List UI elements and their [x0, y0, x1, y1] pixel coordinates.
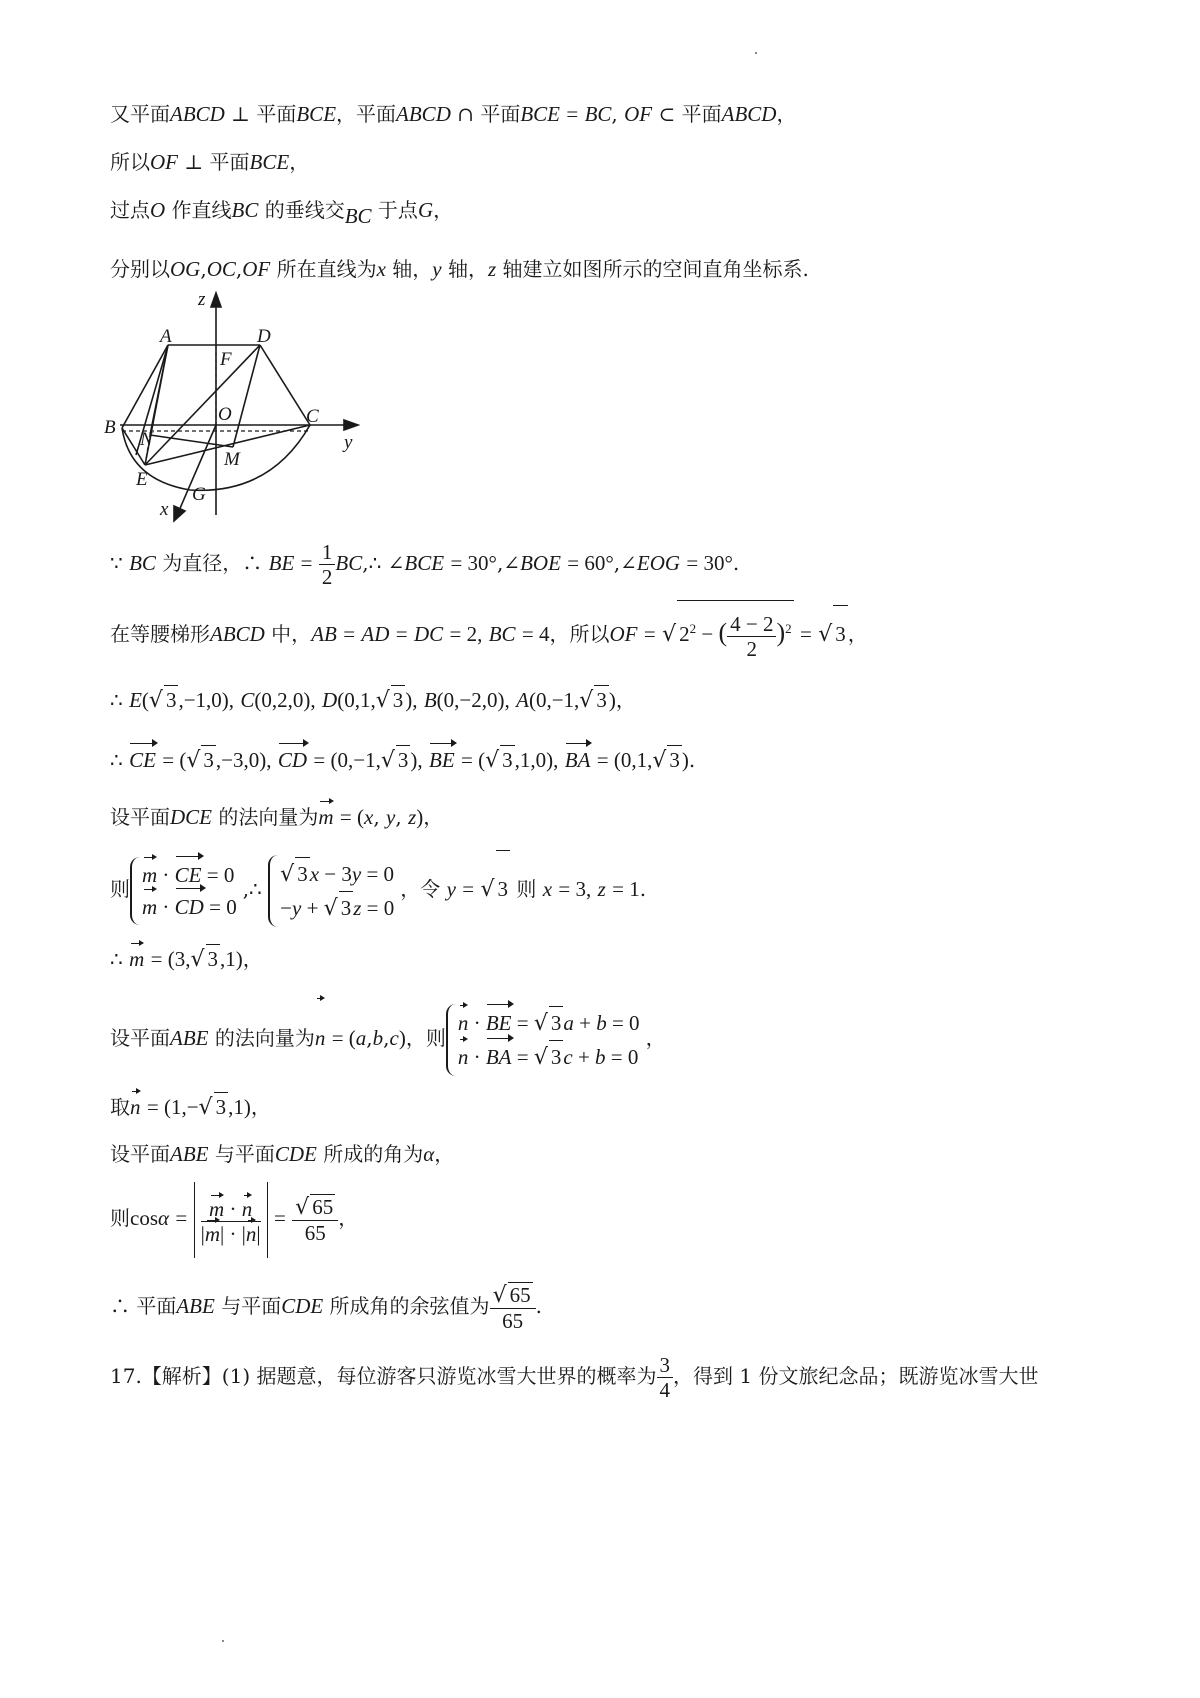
edge-dm	[233, 345, 260, 447]
line-problem-17: 17.【解析】(1) 据题意，每位游客只游览冰雪大世界的概率为 $\frac{3}{4}$ ，得到 1 份文旅纪念品；既游览冰雪大世	[110, 1353, 1039, 1402]
edge-ab	[122, 345, 168, 428]
line-point-g: 过点O 作直线BC 的垂线交BC 于点G，	[110, 198, 454, 228]
label-z: z	[198, 289, 206, 310]
scan-speck	[222, 1640, 224, 1642]
label-n: N	[140, 429, 153, 450]
edge-an	[150, 345, 168, 435]
label-e: E	[136, 469, 148, 490]
edge-nm	[150, 435, 233, 447]
line-m-result: ∴ m = (3,√ 3,1)，	[110, 944, 263, 974]
label-c: C	[306, 406, 319, 427]
line-normal-n: 设平面ABE 的法向量为n = (a,b,c)，则 n · BE = √ 3a + b = 0 n · BA = √ 3c + b = 0 ，	[110, 1000, 666, 1076]
line-vectors: ∴ CE = (√ 3,−3,0), CD = (0,−1,√ 3), BE = (√ 3,1,0), BA = (0,1,√ 3).	[110, 745, 695, 775]
label-y: y	[344, 432, 353, 453]
scan-speck	[755, 52, 757, 54]
y-axis-arrow	[344, 420, 358, 430]
geometry-figure	[100, 285, 380, 525]
label-x: x	[160, 499, 169, 520]
line-trapezoid: 在等腰梯形ABCD 中，AB = AD = DC = 2, BC = 4，所以OF = √ $2^2$ − ( $\frac{4 - 2}{2}$ )$^2$ = √ 3 ，	[110, 600, 868, 663]
line-coordinate-system: 分别以OG,OC,OF 所在直线为x 轴，y 轴，z 轴建立如图所示的空间直角坐标系.	[110, 257, 809, 281]
line-cos-alpha: 则cosα = $\frac{m \cdot n}{|m| \cdot |n|}$ = $\frac{√ 65}{65}$ ，	[110, 1180, 358, 1258]
label-a: A	[160, 326, 172, 347]
label-f: F	[220, 349, 232, 370]
line-plane-perpendicular: 又平面ABCD ⊥ 平面BCE，平面ABCD ∩ 平面BCE = BC, OF ⊂ 平面ABCD，	[110, 102, 797, 126]
line-angle-alpha: 设平面ABE 与平面CDE 所成的角为α，	[110, 1142, 455, 1166]
line-normal-m: 设平面DCE 的法向量为m = (x, y, z)，	[110, 805, 444, 829]
z-axis-arrow	[211, 293, 221, 307]
line-of-perpendicular: 所以OF ⊥ 平面BCE，	[110, 150, 310, 174]
label-b: B	[104, 417, 116, 438]
line-system-m: 则 m · CE = 0 m · CD = 0 ,∴ √ 3x − 3y = 0 −y + √ 3z = 0 ，令 y = √ 3 则 x = 3, z = 1.	[110, 850, 646, 928]
line-n-result: 取n = (1,−√ 3,1)，	[110, 1092, 271, 1122]
label-d: D	[257, 326, 271, 347]
x-axis-arrow	[174, 506, 185, 521]
label-o: O	[218, 404, 232, 425]
line-conclusion: ∴ 平面ABE 与平面CDE 所成角的余弦值为 $\frac{√ 65}{65}$ .	[110, 1283, 542, 1333]
edge-dc	[260, 345, 310, 425]
label-m: M	[224, 449, 240, 470]
line-diameter: ∵ BC 为直径，∴ BE = $\frac{1}{2}$ BC,∴ ∠BCE = 30°,∠BOE = 60°,∠EOG = 30°.	[110, 540, 740, 589]
label-g: G	[192, 484, 206, 505]
line-coordinates: ∴ E(√ 3,−1,0), C(0,2,0), D(0,1,√ 3), B(0,−2,0), A(0,−1,√ 3)，	[110, 685, 636, 715]
